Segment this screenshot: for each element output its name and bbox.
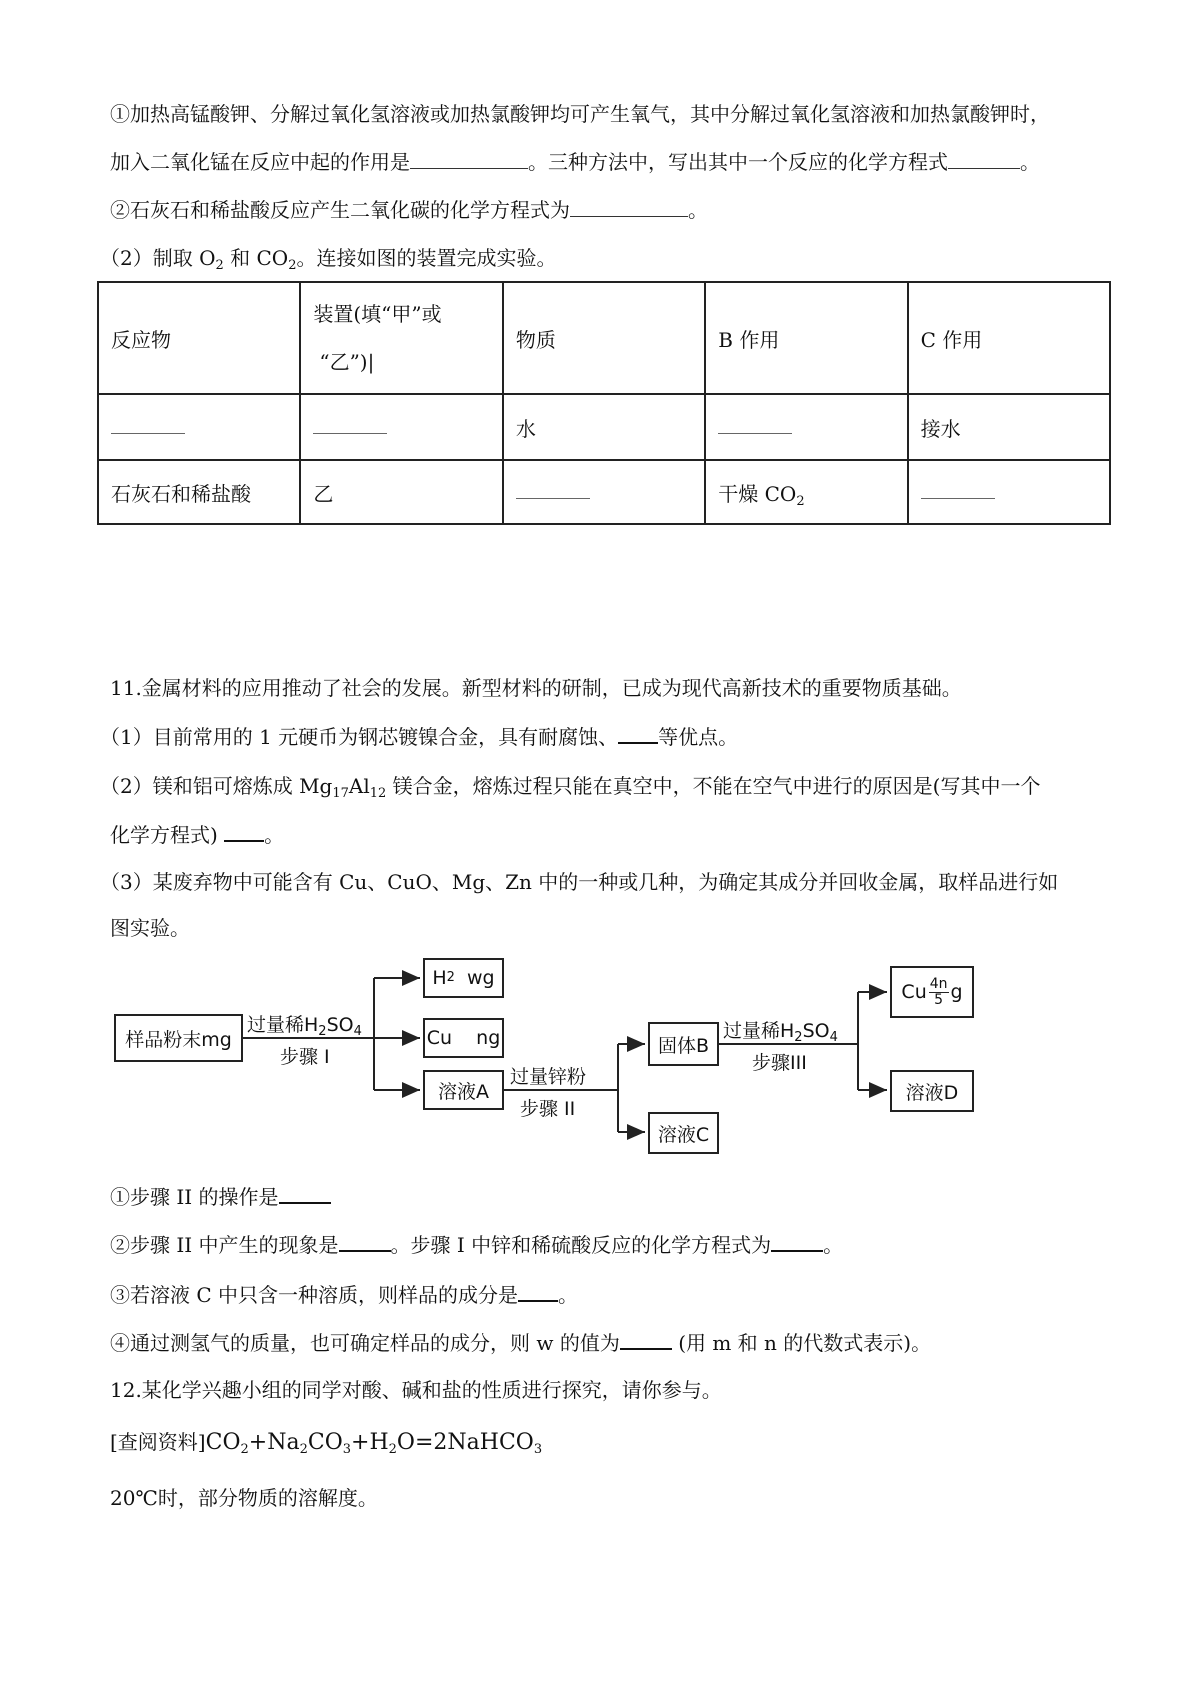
flow-label-step1: 步骤 I: [280, 1046, 330, 1068]
flow-node-solution-a: 溶液A: [423, 1070, 504, 1110]
flow-node-solution-d: 溶液D: [890, 1070, 974, 1112]
table-header-cell: C 作用: [908, 282, 1110, 394]
answer-blank[interactable]: [339, 1230, 391, 1252]
q11-item-1: ①步骤 II 的操作是: [110, 1182, 331, 1211]
q11-item-3: ③若溶液 C 中只含一种溶质，则样品的成分是 。: [110, 1280, 578, 1309]
answer-blank[interactable]: [279, 1182, 331, 1204]
q11-subquestion-1: （1）目前常用的 1 元硬币为钢芯镀镍合金，具有耐腐蚀、 等优点。: [100, 722, 738, 751]
q11-subquestion-2: （2）镁和铝可熔炼成 $Mg_{17}Al_{12}$ 镁合金，熔炼过程只能在真空中，不能在空气中进行的原因是(写其中一个: [100, 774, 1041, 801]
q11-item-4: ④通过测氢气的质量，也可确定样品的成分，则 w 的值为 (用 m 和 n 的代数式表示)。: [110, 1328, 931, 1357]
table-header-cell: 反应物: [98, 282, 300, 394]
flow-node-cu: Cu ng: [423, 1018, 504, 1058]
q11-title: 11.金属材料的应用推动了社会的发展。新型材料的研制，已成为现代高新技术的重要物质基础。: [110, 676, 962, 700]
flow-node-sample: 样品粉末mg: [114, 1014, 243, 1062]
fraction: $\frac{4n}{5}$: [929, 975, 948, 1008]
flow-node-cu-mass: Cu $\frac{4n}{5}$ g: [890, 966, 974, 1018]
q11-subquestion-3-cont: 图实验。: [110, 916, 190, 940]
q11-item-2: ②步骤 II 中产生的现象是 。步骤 I 中锌和稀硫酸反应的化学方程式为 。: [110, 1230, 843, 1259]
table-header-cell: 装置(填“甲”或 “乙”)|: [300, 282, 503, 394]
q12-solubility-intro: 20℃时，部分物质的溶解度。: [110, 1486, 378, 1510]
table-cell: 水: [503, 394, 705, 460]
table-header-cell: B 作用: [705, 282, 907, 394]
q11-subquestion-2-cont: 化学方程式) 。: [110, 820, 284, 849]
q10-paragraph-2: ②石灰石和稀盐酸反应产生二氧化碳的化学方程式为 。: [110, 198, 708, 222]
flow-label-step3: 步骤III: [752, 1052, 807, 1074]
chemical-equation: $CO_2+Na_2CO_3+H_2O=2NaHCO_3$: [205, 1430, 543, 1457]
table-cell: 接水: [908, 394, 1110, 460]
answer-blank[interactable]: [518, 1280, 558, 1302]
table-cell: 乙: [300, 460, 503, 524]
q10-paragraph-1a: ①加热高锰酸钾、分解过氧化氢溶液或加热氯酸钾均可产生氧气，其中分解过氧化氢溶液和加热氯酸钾时，: [110, 102, 1050, 126]
answer-blank[interactable]: [620, 1328, 672, 1350]
flow-node-solid-b: 固体B: [648, 1022, 719, 1066]
table-header-cell: 物质: [503, 282, 705, 394]
q12-title: 12.某化学兴趣小组的同学对酸、碱和盐的性质进行探究，请你参与。: [110, 1378, 722, 1402]
flow-node-h2: H 2 wg: [423, 958, 504, 998]
flow-label-step3-reagent: 过量稀$H_2SO_4$: [723, 1020, 838, 1045]
q10-paragraph-1b: 加入二氧化锰在反应中起的作用是 。三种方法中，写出其中一个反应的化学方程式 。: [110, 150, 1040, 174]
answer-blank[interactable]: [771, 1230, 823, 1252]
flow-node-solution-c: 溶液C: [648, 1112, 719, 1154]
table-cell: 石灰石和稀盐酸: [98, 460, 300, 524]
flow-label-step2: 步骤 II: [520, 1098, 576, 1120]
q11-subquestion-3: （3）某废弃物中可能含有 Cu、CuO、Mg、Zn 中的一种或几种，为确定其成分并回收金属，取样品进行如: [100, 870, 1059, 894]
flow-label-step1-reagent: 过量稀$H_2SO_4$: [247, 1014, 362, 1039]
q12-reference: [查阅资料]$CO_2+Na_2CO_3+H_2O=2NaHCO_3$: [110, 1430, 543, 1457]
flow-label-step2-reagent: 过量锌粉: [510, 1066, 587, 1088]
q10-subquestion-2: （2）制取 $O_2$ 和 $CO_2$。连接如图的装置完成实验。: [100, 246, 557, 273]
table-cell: 干燥 $CO_2$: [705, 460, 907, 524]
